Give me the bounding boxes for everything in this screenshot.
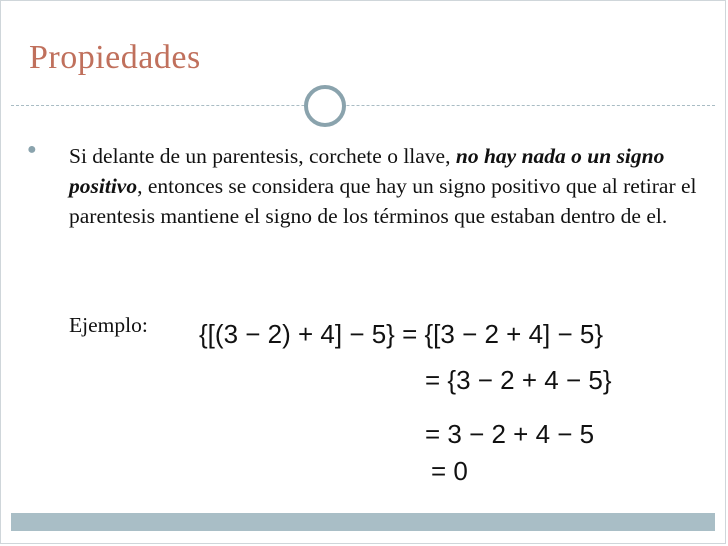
equation-line-2: = {3 − 2 + 4 − 5} xyxy=(425,365,612,395)
body-text-part2: , entonces se considera que hay un signo positivo que al retirar el parentesis mantiene el signo de los términos que estaban dentro de el. xyxy=(69,174,697,228)
equation-line-3: = 3 − 2 + 4 − 5 xyxy=(425,419,595,449)
decorative-circle xyxy=(304,85,346,127)
equation-line-4: = 0 xyxy=(431,456,468,486)
title-divider xyxy=(11,105,715,106)
footer-bar xyxy=(11,513,715,531)
equation-line-1: {[(3 − 2) + 4] − 5} = {[3 − 2 + 4] − 5} xyxy=(199,319,604,349)
example-label: Ejemplo: xyxy=(69,313,148,337)
body-text-part1: Si delante de un parentesis, corchete o llave, xyxy=(69,144,456,168)
bullet-icon: ● xyxy=(27,141,37,158)
bullet-text xyxy=(69,141,699,231)
body-text-emphasis: no hay nada o un signo positivo xyxy=(69,144,665,198)
slide-title: Propiedades xyxy=(29,39,201,76)
